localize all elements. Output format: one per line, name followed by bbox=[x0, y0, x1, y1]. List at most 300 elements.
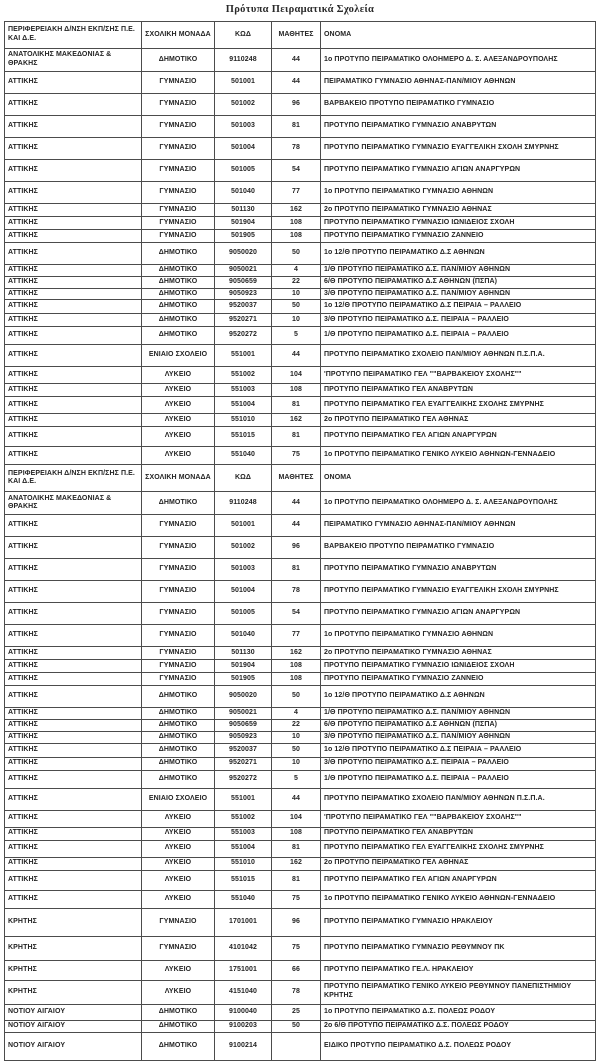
table-row bbox=[5, 1004, 596, 1020]
cell-region: ΑΤΤΙΚΗΣ bbox=[5, 559, 142, 581]
table-row bbox=[5, 204, 596, 217]
cell-students: 44 bbox=[272, 49, 321, 72]
cell-name: ΠΡΟΤΥΠΟ ΠΕΙΡΑΜΑΤΙΚΟ ΓΕ.Λ. ΗΡΑΚΛΕΙΟΥ bbox=[321, 960, 596, 980]
table-row bbox=[5, 515, 596, 537]
cell-students: 81 bbox=[272, 397, 321, 414]
cell-school-unit: ΓΥΜΝΑΣΙΟ bbox=[142, 936, 215, 960]
cell-school-unit: ΓΥΜΝΑΣΙΟ bbox=[142, 647, 215, 660]
cell-code: 9050659 bbox=[215, 720, 272, 732]
column-header-code: ΚΩΔ bbox=[215, 465, 272, 492]
cell-region: ΑΝΑΤΟΛΙΚΗΣ ΜΑΚΕΔΟΝΙΑΣ & ΘΡΑΚΗΣ bbox=[5, 49, 142, 72]
cell-region: ΚΡΗΤΗΣ bbox=[5, 960, 142, 980]
table-row bbox=[5, 300, 596, 314]
cell-school-unit: ΔΗΜΟΤΙΚΟ bbox=[142, 708, 215, 720]
cell-name: ΠΡΟΤΥΠΟ ΠΕΙΡΑΜΑΤΙΚΟ ΓΥΜΝΑΣΙΟ ΕΥΑΓΓΕΛΙΚΗ ΣΧΟΛΗ ΣΜΥΡΝΗΣ bbox=[321, 138, 596, 160]
cell-code: 551040 bbox=[215, 447, 272, 465]
cell-students: 5 bbox=[272, 770, 321, 788]
cell-school-unit: ΓΥΜΝΑΣΙΟ bbox=[142, 72, 215, 94]
cell-code: 551010 bbox=[215, 414, 272, 427]
cell-code: 501004 bbox=[215, 138, 272, 160]
cell-region: ΑΤΤΙΚΗΣ bbox=[5, 288, 142, 300]
cell-code: 501003 bbox=[215, 559, 272, 581]
table-row bbox=[5, 857, 596, 870]
cell-students: 4 bbox=[272, 265, 321, 277]
cell-name: 1ο ΠΡΟΤΥΠΟ ΠΕΙΡΑΜΑΤΙΚΟ ΓΥΜΝΑΣΙΟ ΑΘΗΝΩΝ bbox=[321, 182, 596, 204]
cell-code: 1751001 bbox=[215, 960, 272, 980]
cell-school-unit: ΛΥΚΕΙΟ bbox=[142, 384, 215, 397]
cell-students: 10 bbox=[272, 314, 321, 327]
table-row bbox=[5, 243, 596, 265]
cell-students: 75 bbox=[272, 447, 321, 465]
cell-students: 108 bbox=[272, 827, 321, 840]
cell-name: ΠΡΟΤΥΠΟ ΠΕΙΡΑΜΑΤΙΚΟ ΓΥΜΝΑΣΙΟ ΡΕΘΥΜΝΟΥ ΠΚ bbox=[321, 936, 596, 960]
cell-name: 1/Θ ΠΡΟΤΥΠΟ ΠΕΙΡΑΜΑΤΙΚΟ Δ.Σ. ΠΕΙΡΑΙΑ – ΡΑΛΛΕΙΟ bbox=[321, 327, 596, 345]
cell-school-unit: ΛΥΚΕΙΟ bbox=[142, 367, 215, 384]
header-row bbox=[5, 465, 596, 492]
cell-school-unit: ΔΗΜΟΤΙΚΟ bbox=[142, 686, 215, 708]
cell-code: 501004 bbox=[215, 581, 272, 603]
cell-code: 501130 bbox=[215, 647, 272, 660]
cell-code: 9110248 bbox=[215, 49, 272, 72]
cell-students: 96 bbox=[272, 94, 321, 116]
cell-name: ΠΡΟΤΥΠΟ ΠΕΙΡΑΜΑΤΙΚΟ ΓΥΜΝΑΣΙΟ ΑΝΑΒΡΥΤΩΝ bbox=[321, 116, 596, 138]
cell-region: ΚΡΗΤΗΣ bbox=[5, 980, 142, 1004]
cell-name: 2ο 6/Θ ΠΡΟΤΥΠΟ ΠΕΙΡΑΜΑΤΙΚΟ Δ.Σ. ΠΟΛΕΩΣ ΡΟΔΟΥ bbox=[321, 1020, 596, 1032]
cell-code: 501005 bbox=[215, 160, 272, 182]
cell-region: ΚΡΗΤΗΣ bbox=[5, 908, 142, 936]
cell-school-unit: ΓΥΜΝΑΣΙΟ bbox=[142, 94, 215, 116]
cell-school-unit: ΛΥΚΕΙΟ bbox=[142, 980, 215, 1004]
cell-students: 78 bbox=[272, 138, 321, 160]
cell-region: ΑΤΤΙΚΗΣ bbox=[5, 827, 142, 840]
cell-name: ΠΡΟΤΥΠΟ ΠΕΙΡΑΜΑΤΙΚΟ ΓΥΜΝΑΣΙΟ ΑΓΙΩΝ ΑΝΑΡΓΥΡΩΝ bbox=[321, 603, 596, 625]
cell-school-unit: ΔΗΜΟΤΙΚΟ bbox=[142, 1004, 215, 1020]
column-header-region: ΠΕΡΙΦΕΡΕΙΑΚΗ Δ/ΝΣΗ ΕΚΠ/ΣΗΣ Π.Ε. ΚΑΙ Δ.Ε. bbox=[5, 465, 142, 492]
cell-code: 501040 bbox=[215, 182, 272, 204]
cell-name: ΠΡΟΤΥΠΟ ΠΕΙΡΑΜΑΤΙΚΟ ΣΧΟΛΕΙΟ ΠΑΝ/ΜΙΟΥ ΑΘΗΝΩΝ Π.Σ.Π.Α. bbox=[321, 788, 596, 810]
cell-students: 4 bbox=[272, 708, 321, 720]
cell-code: 501040 bbox=[215, 625, 272, 647]
cell-name: ΠΡΟΤΥΠΟ ΠΕΙΡΑΜΑΤΙΚΟ ΓΥΜΝΑΣΙΟ ΑΝΑΒΡΥΤΩΝ bbox=[321, 559, 596, 581]
cell-students: 78 bbox=[272, 980, 321, 1004]
table-row bbox=[5, 770, 596, 788]
cell-name: 2ο ΠΡΟΤΥΠΟ ΠΕΙΡΑΜΑΤΙΚΟ ΓΕΛ ΑΘΗΝΑΣ bbox=[321, 414, 596, 427]
cell-code: 501905 bbox=[215, 673, 272, 686]
cell-students: 96 bbox=[272, 908, 321, 936]
cell-name: ΠΡΟΤΥΠΟ ΠΕΙΡΑΜΑΤΙΚΟ ΓΕΛ ΑΓΙΩΝ ΑΝΑΡΓΥΡΩΝ bbox=[321, 870, 596, 890]
cell-region: ΑΤΤΙΚΗΣ bbox=[5, 810, 142, 827]
table-row bbox=[5, 182, 596, 204]
cell-name: ΒΑΡΒΑΚΕΙΟ ΠΡΟΤΥΠΟ ΠΕΙΡΑΜΑΤΙΚΟ ΓΥΜΝΑΣΙΟ bbox=[321, 94, 596, 116]
table-row bbox=[5, 581, 596, 603]
cell-students: 44 bbox=[272, 72, 321, 94]
cell-school-unit: ΛΥΚΕΙΟ bbox=[142, 810, 215, 827]
cell-name: ΠΡΟΤΥΠΟ ΠΕΙΡΑΜΑΤΙΚΟ ΓΥΜΝΑΣΙΟ ΗΡΑΚΛΕΙΟΥ bbox=[321, 908, 596, 936]
cell-school-unit: ΔΗΜΟΤΙΚΟ bbox=[142, 731, 215, 743]
table-row bbox=[5, 116, 596, 138]
table-row bbox=[5, 397, 596, 414]
table-row bbox=[5, 708, 596, 720]
cell-code: 551002 bbox=[215, 810, 272, 827]
cell-code: 501904 bbox=[215, 217, 272, 230]
cell-region: ΑΤΤΙΚΗΣ bbox=[5, 770, 142, 788]
cell-students: 44 bbox=[272, 515, 321, 537]
cell-school-unit: ΓΥΜΝΑΣΙΟ bbox=[142, 182, 215, 204]
table-row bbox=[5, 980, 596, 1004]
cell-region: ΑΤΤΙΚΗΣ bbox=[5, 537, 142, 559]
cell-students: 44 bbox=[272, 345, 321, 367]
table-row bbox=[5, 367, 596, 384]
table-row bbox=[5, 427, 596, 447]
cell-school-unit: ΔΗΜΟΤΙΚΟ bbox=[142, 492, 215, 515]
cell-code: 9100040 bbox=[215, 1004, 272, 1020]
table-row bbox=[5, 810, 596, 827]
cell-code: 9110248 bbox=[215, 492, 272, 515]
cell-region: ΑΤΤΙΚΗΣ bbox=[5, 686, 142, 708]
cell-students: 75 bbox=[272, 890, 321, 908]
table-row bbox=[5, 890, 596, 908]
cell-code: 501905 bbox=[215, 230, 272, 243]
cell-students: 50 bbox=[272, 743, 321, 757]
cell-code: 9100203 bbox=[215, 1020, 272, 1032]
cell-code: 9050021 bbox=[215, 708, 272, 720]
cell-school-unit: ΓΥΜΝΑΣΙΟ bbox=[142, 230, 215, 243]
page-title: Πρότυπα Πειραματικά Σχολεία bbox=[225, 4, 375, 15]
cell-school-unit: ΛΥΚΕΙΟ bbox=[142, 857, 215, 870]
cell-code: 9050020 bbox=[215, 243, 272, 265]
cell-name: ΠΡΟΤΥΠΟ ΠΕΙΡΑΜΑΤΙΚΟ ΓΥΜΝΑΣΙΟ ΖΑΝΝΕΙΟ bbox=[321, 230, 596, 243]
cell-region: ΝΟΤΙΟΥ ΑΙΓΑΙΟΥ bbox=[5, 1020, 142, 1032]
cell-school-unit: ΛΥΚΕΙΟ bbox=[142, 397, 215, 414]
cell-region: ΑΤΤΙΚΗΣ bbox=[5, 731, 142, 743]
cell-name: 3/Θ ΠΡΟΤΥΠΟ ΠΕΙΡΑΜΑΤΙΚΟ Δ.Σ. ΠΑΝ/ΜΙΟΥ ΑΘΗΝΩΝ bbox=[321, 288, 596, 300]
table-row bbox=[5, 625, 596, 647]
cell-name: 2ο ΠΡΟΤΥΠΟ ΠΕΙΡΑΜΑΤΙΚΟ ΓΥΜΝΑΣΙΟ ΑΘΗΝΑΣ bbox=[321, 647, 596, 660]
cell-school-unit: ΛΥΚΕΙΟ bbox=[142, 427, 215, 447]
cell-school-unit: ΔΗΜΟΤΙΚΟ bbox=[142, 288, 215, 300]
cell-code: 551015 bbox=[215, 870, 272, 890]
cell-name: 3/Θ ΠΡΟΤΥΠΟ ΠΕΙΡΑΜΑΤΙΚΟ Δ.Σ. ΠΕΙΡΑΙΑ – ΡΑΛΛΕΙΟ bbox=[321, 314, 596, 327]
table-row bbox=[5, 138, 596, 160]
cell-students: 54 bbox=[272, 160, 321, 182]
cell-name: ΠΡΟΤΥΠΟ ΠΕΙΡΑΜΑΤΙΚΟ ΓΥΜΝΑΣΙΟ ΕΥΑΓΓΕΛΙΚΗ ΣΧΟΛΗ ΣΜΥΡΝΗΣ bbox=[321, 581, 596, 603]
cell-region: ΑΤΤΙΚΗΣ bbox=[5, 94, 142, 116]
cell-students: 108 bbox=[272, 660, 321, 673]
cell-region: ΑΤΤΙΚΗΣ bbox=[5, 708, 142, 720]
cell-school-unit: ΛΥΚΕΙΟ bbox=[142, 447, 215, 465]
cell-name: 1/Θ ΠΡΟΤΥΠΟ ΠΕΙΡΑΜΑΤΙΚΟ Δ.Σ. ΠΕΙΡΑΙΑ – ΡΑΛΛΕΙΟ bbox=[321, 770, 596, 788]
table-row bbox=[5, 870, 596, 890]
cell-region: ΑΤΤΙΚΗΣ bbox=[5, 788, 142, 810]
cell-region: ΑΤΤΙΚΗΣ bbox=[5, 230, 142, 243]
cell-students: 10 bbox=[272, 731, 321, 743]
column-header-school-unit: ΣΧΟΛΙΚΗ ΜΟΝΑΔΑ bbox=[142, 465, 215, 492]
cell-students: 162 bbox=[272, 204, 321, 217]
cell-students: 50 bbox=[272, 243, 321, 265]
cell-region: ΑΤΤΙΚΗΣ bbox=[5, 397, 142, 414]
cell-region: ΚΡΗΤΗΣ bbox=[5, 936, 142, 960]
cell-name: 1ο ΠΡΟΤΥΠΟ ΠΕΙΡΑΜΑΤΙΚΟ ΟΛΟΗΜΕΡΟ Δ. Σ. ΑΛΕΞΑΝΔΡΟΥΠΟΛΗΣ bbox=[321, 49, 596, 72]
cell-code: 501130 bbox=[215, 204, 272, 217]
cell-name: ΠΡΟΤΥΠΟ ΠΕΙΡΑΜΑΤΙΚΟ ΓΕΛ ΑΝΑΒΡΥΤΩΝ bbox=[321, 384, 596, 397]
cell-code: 9520037 bbox=[215, 743, 272, 757]
column-header-students: ΜΑΘΗΤΕΣ bbox=[272, 22, 321, 49]
cell-students: 81 bbox=[272, 427, 321, 447]
cell-school-unit: ΔΗΜΟΤΙΚΟ bbox=[142, 1020, 215, 1032]
cell-school-unit: ΓΥΜΝΑΣΙΟ bbox=[142, 537, 215, 559]
cell-code: 551040 bbox=[215, 890, 272, 908]
cell-name: 1ο ΠΡΟΤΥΠΟ ΠΕΙΡΑΜΑΤΙΚΟ ΟΛΟΗΜΕΡΟ Δ. Σ. ΑΛΕΞΑΝΔΡΟΥΠΟΛΗΣ bbox=[321, 492, 596, 515]
table-row bbox=[5, 72, 596, 94]
cell-region: ΑΤΤΙΚΗΣ bbox=[5, 625, 142, 647]
cell-region: ΑΤΤΙΚΗΣ bbox=[5, 300, 142, 314]
table-row bbox=[5, 720, 596, 732]
table-row bbox=[5, 647, 596, 660]
cell-school-unit: ΛΥΚΕΙΟ bbox=[142, 890, 215, 908]
cell-school-unit: ΔΗΜΟΤΙΚΟ bbox=[142, 770, 215, 788]
cell-name: ΠΡΟΤΥΠΟ ΠΕΙΡΑΜΑΤΙΚΟ ΓΥΜΝΑΣΙΟ ΑΓΙΩΝ ΑΝΑΡΓΥΡΩΝ bbox=[321, 160, 596, 182]
cell-students: 162 bbox=[272, 414, 321, 427]
cell-students: 162 bbox=[272, 647, 321, 660]
cell-name: ΠΡΟΤΥΠΟ ΠΕΙΡΑΜΑΤΙΚΟ ΓΥΜΝΑΣΙΟ ΙΩΝΙΔΕΙΟΣ ΣΧΟΛΗ bbox=[321, 217, 596, 230]
column-header-name: ΟΝΟΜΑ bbox=[321, 465, 596, 492]
cell-name: 1ο ΠΡΟΤΥΠΟ ΠΕΙΡΑΜΑΤΙΚΟ ΓΕΝΙΚΟ ΛΥΚΕΙΟ ΑΘΗΝΩΝ-ΓΕΝΝΑΔΕΙΟ bbox=[321, 890, 596, 908]
cell-region: ΑΤΤΙΚΗΣ bbox=[5, 204, 142, 217]
cell-name: 2ο ΠΡΟΤΥΠΟ ΠΕΙΡΑΜΑΤΙΚΟ ΓΥΜΝΑΣΙΟ ΑΘΗΝΑΣ bbox=[321, 204, 596, 217]
cell-code: 551003 bbox=[215, 827, 272, 840]
cell-students: 50 bbox=[272, 1020, 321, 1032]
cell-region: ΑΤΤΙΚΗΣ bbox=[5, 384, 142, 397]
cell-code: 501003 bbox=[215, 116, 272, 138]
cell-code: 9050923 bbox=[215, 731, 272, 743]
table-row bbox=[5, 160, 596, 182]
cell-code: 501002 bbox=[215, 94, 272, 116]
column-header-region: ΠΕΡΙΦΕΡΕΙΑΚΗ Δ/ΝΣΗ ΕΚΠ/ΣΗΣ Π.Ε. ΚΑΙ Δ.Ε. bbox=[5, 22, 142, 49]
cell-region: ΑΤΤΙΚΗΣ bbox=[5, 870, 142, 890]
table-row bbox=[5, 908, 596, 936]
cell-school-unit: ΓΥΜΝΑΣΙΟ bbox=[142, 660, 215, 673]
table-row bbox=[5, 731, 596, 743]
cell-name: 1ο 12/Θ ΠΡΟΤΥΠΟ ΠΕΙΡΑΜΑΤΙΚΟ Δ.Σ ΠΕΙΡΑΙΑ – ΡΑΛΛΕΙΟ bbox=[321, 300, 596, 314]
cell-name: 1ο 12/Θ ΠΡΟΤΥΠΟ ΠΕΙΡΑΜΑΤΙΚΟ Δ.Σ ΑΘΗΝΩΝ bbox=[321, 686, 596, 708]
cell-code: 551010 bbox=[215, 857, 272, 870]
cell-code: 9520271 bbox=[215, 757, 272, 770]
table-row bbox=[5, 673, 596, 686]
cell-school-unit: ΔΗΜΟΤΙΚΟ bbox=[142, 327, 215, 345]
cell-students: 10 bbox=[272, 288, 321, 300]
cell-code: 4101042 bbox=[215, 936, 272, 960]
cell-region: ΝΟΤΙΟΥ ΑΙΓΑΙΟΥ bbox=[5, 1032, 142, 1060]
cell-name: ΠΡΟΤΥΠΟ ΠΕΙΡΑΜΑΤΙΚΟ ΓΕΛ ΑΓΙΩΝ ΑΝΑΡΓΥΡΩΝ bbox=[321, 427, 596, 447]
cell-name: ΠΕΙΡΑΜΑΤΙΚΟ ΓΥΜΝΑΣΙΟ ΑΘΗΝΑΣ-ΠΑΝ/ΜΙΟΥ ΑΘΗΝΩΝ bbox=[321, 72, 596, 94]
schools-table bbox=[4, 21, 596, 1061]
cell-region: ΑΤΤΙΚΗΣ bbox=[5, 327, 142, 345]
cell-name: ΠΕΙΡΑΜΑΤΙΚΟ ΓΥΜΝΑΣΙΟ ΑΘΗΝΑΣ-ΠΑΝ/ΜΙΟΥ ΑΘΗΝΩΝ bbox=[321, 515, 596, 537]
cell-school-unit: ΔΗΜΟΤΙΚΟ bbox=[142, 1032, 215, 1060]
cell-name: 3/Θ ΠΡΟΤΥΠΟ ΠΕΙΡΑΜΑΤΙΚΟ Δ.Σ. ΠΑΝ/ΜΙΟΥ ΑΘΗΝΩΝ bbox=[321, 731, 596, 743]
cell-region: ΑΤΤΙΚΗΣ bbox=[5, 581, 142, 603]
cell-name: ΠΡΟΤΥΠΟ ΠΕΙΡΑΜΑΤΙΚΟ ΣΧΟΛΕΙΟ ΠΑΝ/ΜΙΟΥ ΑΘΗΝΩΝ Π.Σ.Π.Α. bbox=[321, 345, 596, 367]
cell-name: 1ο 12/Θ ΠΡΟΤΥΠΟ ΠΕΙΡΑΜΑΤΙΚΟ Δ.Σ ΠΕΙΡΑΙΑ – ΡΑΛΛΕΙΟ bbox=[321, 743, 596, 757]
cell-code: 501002 bbox=[215, 537, 272, 559]
table-row bbox=[5, 345, 596, 367]
cell-region: ΑΤΤΙΚΗΣ bbox=[5, 345, 142, 367]
cell-code: 551002 bbox=[215, 367, 272, 384]
cell-name: ΠΡΟΤΥΠΟ ΠΕΙΡΑΜΑΤΙΚΟ ΓΕΛ ΕΥΑΓΓΕΛΙΚΗΣ ΣΧΟΛΗΣ ΣΜΥΡΝΗΣ bbox=[321, 397, 596, 414]
cell-students: 108 bbox=[272, 673, 321, 686]
cell-school-unit: ΓΥΜΝΑΣΙΟ bbox=[142, 138, 215, 160]
cell-name: ΠΡΟΤΥΠΟ ΠΕΙΡΑΜΑΤΙΚΟ ΓΕΝΙΚΟ ΛΥΚΕΙΟ ΡΕΘΥΜΝΟΥ ΠΑΝΕΠΙΣΤΗΜΙΟΥ ΚΡΗΤΗΣ bbox=[321, 980, 596, 1004]
cell-region: ΑΤΤΙΚΗΣ bbox=[5, 160, 142, 182]
cell-region: ΑΤΤΙΚΗΣ bbox=[5, 276, 142, 288]
cell-code: 9050020 bbox=[215, 686, 272, 708]
cell-school-unit: ΔΗΜΟΤΙΚΟ bbox=[142, 243, 215, 265]
cell-students: 108 bbox=[272, 230, 321, 243]
cell-region: ΑΝΑΤΟΛΙΚΗΣ ΜΑΚΕΔΟΝΙΑΣ & ΘΡΑΚΗΣ bbox=[5, 492, 142, 515]
cell-students: 75 bbox=[272, 936, 321, 960]
cell-region: ΑΤΤΙΚΗΣ bbox=[5, 840, 142, 857]
cell-region: ΑΤΤΙΚΗΣ bbox=[5, 138, 142, 160]
column-header-students: ΜΑΘΗΤΕΣ bbox=[272, 465, 321, 492]
cell-code: 501001 bbox=[215, 515, 272, 537]
cell-students: 81 bbox=[272, 840, 321, 857]
cell-code: 4151040 bbox=[215, 980, 272, 1004]
cell-name: ΠΡΟΤΥΠΟ ΠΕΙΡΑΜΑΤΙΚΟ ΓΥΜΝΑΣΙΟ ΖΑΝΝΕΙΟ bbox=[321, 673, 596, 686]
cell-school-unit: ΛΥΚΕΙΟ bbox=[142, 870, 215, 890]
cell-region: ΑΤΤΙΚΗΣ bbox=[5, 743, 142, 757]
cell-name: 3/Θ ΠΡΟΤΥΠΟ ΠΕΙΡΑΜΑΤΙΚΟ Δ.Σ. ΠΕΙΡΑΙΑ – ΡΑΛΛΕΙΟ bbox=[321, 757, 596, 770]
cell-region: ΑΤΤΙΚΗΣ bbox=[5, 660, 142, 673]
cell-students: 44 bbox=[272, 788, 321, 810]
cell-school-unit: ΓΥΜΝΑΣΙΟ bbox=[142, 908, 215, 936]
cell-code: 551001 bbox=[215, 788, 272, 810]
cell-name: 6/Θ ΠΡΟΤΥΠΟ ΠΕΙΡΑΜΑΤΙΚΟ Δ.Σ ΑΘΗΝΩΝ (ΠΣΠΑ) bbox=[321, 720, 596, 732]
header-row bbox=[5, 22, 596, 49]
table-row bbox=[5, 265, 596, 277]
table-row bbox=[5, 276, 596, 288]
cell-name: ΒΑΡΒΑΚΕΙΟ ΠΡΟΤΥΠΟ ΠΕΙΡΑΜΑΤΙΚΟ ΓΥΜΝΑΣΙΟ bbox=[321, 537, 596, 559]
cell-school-unit: ΛΥΚΕΙΟ bbox=[142, 414, 215, 427]
cell-name: 1ο ΠΡΟΤΥΠΟ ΠΕΙΡΑΜΑΤΙΚΟ ΓΕΝΙΚΟ ΛΥΚΕΙΟ ΑΘΗΝΩΝ-ΓΕΝΝΑΔΕΙΟ bbox=[321, 447, 596, 465]
cell-school-unit: ΓΥΜΝΑΣΙΟ bbox=[142, 603, 215, 625]
cell-name: 1ο ΠΡΟΤΥΠΟ ΠΕΙΡΑΜΑΤΙΚΟ ΓΥΜΝΑΣΙΟ ΑΘΗΝΩΝ bbox=[321, 625, 596, 647]
cell-region: ΑΤΤΙΚΗΣ bbox=[5, 182, 142, 204]
table-row bbox=[5, 788, 596, 810]
cell-school-unit: ΓΥΜΝΑΣΙΟ bbox=[142, 160, 215, 182]
cell-school-unit: ΓΥΜΝΑΣΙΟ bbox=[142, 515, 215, 537]
cell-code: 551004 bbox=[215, 840, 272, 857]
cell-students: 54 bbox=[272, 603, 321, 625]
table-row bbox=[5, 327, 596, 345]
table-row bbox=[5, 288, 596, 300]
cell-region: ΑΤΤΙΚΗΣ bbox=[5, 217, 142, 230]
cell-name: 'ΠΡΟΤΥΠΟ ΠΕΙΡΑΜΑΤΙΚΟ ΓΕΛ ""ΒΑΡΒΑΚΕΙΟΥ ΣΧΟΛΗΣ"" bbox=[321, 367, 596, 384]
table-row bbox=[5, 559, 596, 581]
cell-school-unit: ΕΝΙΑΙΟ ΣΧΟΛΕΙΟ bbox=[142, 788, 215, 810]
cell-school-unit: ΛΥΚΕΙΟ bbox=[142, 840, 215, 857]
cell-students: 108 bbox=[272, 384, 321, 397]
table-row bbox=[5, 1032, 596, 1060]
cell-students: 25 bbox=[272, 1004, 321, 1020]
cell-students: 50 bbox=[272, 300, 321, 314]
table-row bbox=[5, 94, 596, 116]
cell-students: 81 bbox=[272, 870, 321, 890]
cell-region: ΑΤΤΙΚΗΣ bbox=[5, 757, 142, 770]
cell-code: 9050021 bbox=[215, 265, 272, 277]
cell-school-unit: ΔΗΜΟΤΙΚΟ bbox=[142, 300, 215, 314]
cell-region: ΑΤΤΙΚΗΣ bbox=[5, 515, 142, 537]
table-row bbox=[5, 743, 596, 757]
table-row bbox=[5, 447, 596, 465]
table-row bbox=[5, 686, 596, 708]
table-row bbox=[5, 603, 596, 625]
cell-school-unit: ΓΥΜΝΑΣΙΟ bbox=[142, 625, 215, 647]
table-row bbox=[5, 757, 596, 770]
cell-school-unit: ΕΝΙΑΙΟ ΣΧΟΛΕΙΟ bbox=[142, 345, 215, 367]
table-row bbox=[5, 384, 596, 397]
cell-students: 50 bbox=[272, 686, 321, 708]
cell-region: ΑΤΤΙΚΗΣ bbox=[5, 720, 142, 732]
cell-students: 77 bbox=[272, 182, 321, 204]
cell-students: 77 bbox=[272, 625, 321, 647]
table-row bbox=[5, 230, 596, 243]
table-row bbox=[5, 217, 596, 230]
cell-school-unit: ΛΥΚΕΙΟ bbox=[142, 827, 215, 840]
cell-students: 104 bbox=[272, 810, 321, 827]
cell-region: ΑΤΤΙΚΗΣ bbox=[5, 890, 142, 908]
cell-region: ΑΤΤΙΚΗΣ bbox=[5, 72, 142, 94]
table-row bbox=[5, 49, 596, 72]
cell-region: ΑΤΤΙΚΗΣ bbox=[5, 857, 142, 870]
column-header-code: ΚΩΔ bbox=[215, 22, 272, 49]
cell-code: 9100214 bbox=[215, 1032, 272, 1060]
cell-code: 501005 bbox=[215, 603, 272, 625]
cell-students: 22 bbox=[272, 276, 321, 288]
cell-name: ΠΡΟΤΥΠΟ ΠΕΙΡΑΜΑΤΙΚΟ ΓΥΜΝΑΣΙΟ ΙΩΝΙΔΕΙΟΣ ΣΧΟΛΗ bbox=[321, 660, 596, 673]
cell-school-unit: ΔΗΜΟΤΙΚΟ bbox=[142, 276, 215, 288]
cell-code: 9050923 bbox=[215, 288, 272, 300]
cell-school-unit: ΓΥΜΝΑΣΙΟ bbox=[142, 116, 215, 138]
cell-code: 9050659 bbox=[215, 276, 272, 288]
cell-code: 551001 bbox=[215, 345, 272, 367]
cell-students: 81 bbox=[272, 116, 321, 138]
cell-code: 9520272 bbox=[215, 327, 272, 345]
cell-code: 551004 bbox=[215, 397, 272, 414]
cell-code: 9520037 bbox=[215, 300, 272, 314]
cell-region: ΑΤΤΙΚΗΣ bbox=[5, 243, 142, 265]
cell-school-unit: ΓΥΜΝΑΣΙΟ bbox=[142, 673, 215, 686]
cell-code: 551015 bbox=[215, 427, 272, 447]
table-row bbox=[5, 414, 596, 427]
cell-code: 9520271 bbox=[215, 314, 272, 327]
cell-students: 66 bbox=[272, 960, 321, 980]
cell-name: ΕΙΔΙΚΟ ΠΡΟΤΥΠΟ ΠΕΙΡΑΜΑΤΙΚΟ Δ.Σ. ΠΟΛΕΩΣ ΡΟΔΟΥ bbox=[321, 1032, 596, 1060]
cell-region: ΝΟΤΙΟΥ ΑΙΓΑΙΟΥ bbox=[5, 1004, 142, 1020]
column-header-school-unit: ΣΧΟΛΙΚΗ ΜΟΝΑΔΑ bbox=[142, 22, 215, 49]
column-header-name: ΟΝΟΜΑ bbox=[321, 22, 596, 49]
cell-students: 96 bbox=[272, 537, 321, 559]
cell-school-unit: ΔΗΜΟΤΙΚΟ bbox=[142, 757, 215, 770]
cell-school-unit: ΓΥΜΝΑΣΙΟ bbox=[142, 559, 215, 581]
cell-name: 1/Θ ΠΡΟΤΥΠΟ ΠΕΙΡΑΜΑΤΙΚΟ Δ.Σ. ΠΑΝ/ΜΙΟΥ ΑΘΗΝΩΝ bbox=[321, 708, 596, 720]
cell-name: 6/Θ ΠΡΟΤΥΠΟ ΠΕΙΡΑΜΑΤΙΚΟ Δ.Σ ΑΘΗΝΩΝ (ΠΣΠΑ) bbox=[321, 276, 596, 288]
cell-code: 1701001 bbox=[215, 908, 272, 936]
cell-name: 1ο 12/Θ ΠΡΟΤΥΠΟ ΠΕΙΡΑΜΑΤΙΚΟ Δ.Σ ΑΘΗΝΩΝ bbox=[321, 243, 596, 265]
cell-students: 104 bbox=[272, 367, 321, 384]
table-row bbox=[5, 537, 596, 559]
cell-name: 1/Θ ΠΡΟΤΥΠΟ ΠΕΙΡΑΜΑΤΙΚΟ Δ.Σ. ΠΑΝ/ΜΙΟΥ ΑΘΗΝΩΝ bbox=[321, 265, 596, 277]
cell-students bbox=[272, 1032, 321, 1060]
